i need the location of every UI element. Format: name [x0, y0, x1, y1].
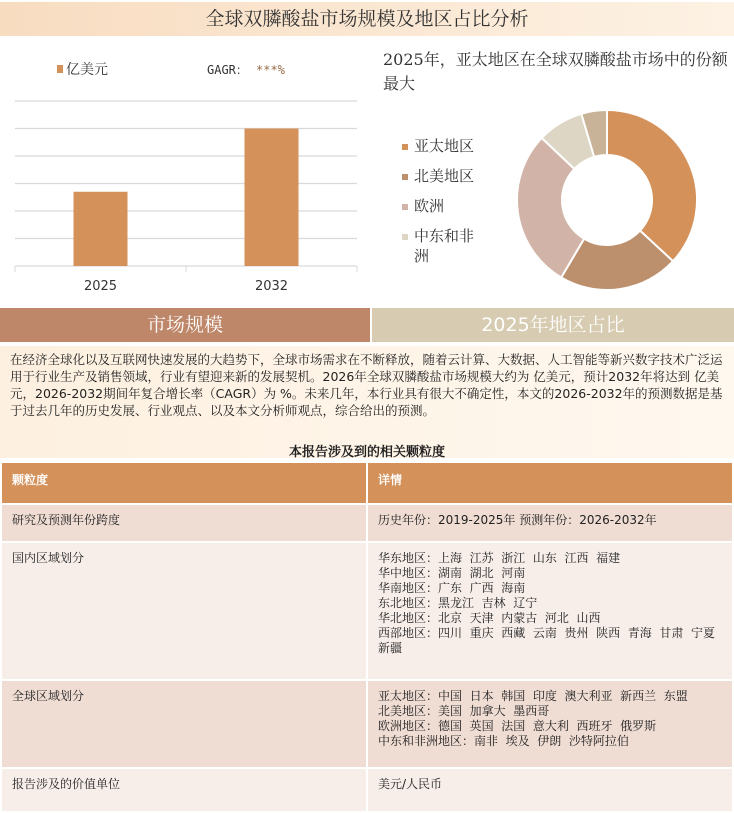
bar-2025 [74, 192, 128, 266]
row-detail [367, 542, 733, 680]
intro-text: 在经济全球化以及互联网快速发展的大趋势下，全球市场需求在不断释放，随着云计算、大数据、人工智能等新兴数字技术广泛运用于行业生产及销售领域，行业有望迎来新的发展契机。2026年全球双膦酸盐市场规模大约为 亿美元，预计2032年将达到 亿美元，2026-2032期间年复合增长率（CAGR）为 %。未来几年，本行业具有很大不确定性，本文的2026-2032年的预测数据是基于过去几年的历史发展、行业观点、以及本文分析师观点，综合给出的预测。 [0, 346, 734, 458]
table-row [1, 768, 733, 812]
section-region-share: 2025年地区占比 [372, 308, 734, 342]
legend-item [402, 136, 482, 156]
detail-line: 中东和非洲地区：南非 埃及 伊朗 沙特阿拉伯 [378, 734, 629, 748]
detail-line: 历史年份：2019-2025年 预测年份：2026-2032年 [378, 513, 657, 527]
row-detail [367, 680, 733, 768]
bar-2032 [245, 129, 299, 267]
legend-item [402, 166, 482, 186]
row-label: 国内区域划分 [1, 542, 367, 680]
legend-label: 北美地区 [414, 167, 475, 185]
pie-title: 2025年，亚太地区在全球双膦酸盐市场中的份额最大 [383, 50, 728, 93]
header-cell: 详情 [367, 462, 733, 504]
table-row [1, 542, 733, 680]
legend-label: 中东和非洲 [414, 227, 475, 265]
legend-item [402, 226, 482, 266]
detail-line: 北美地区：美国 加拿大 墨西哥 [378, 704, 550, 718]
granularity-table [0, 461, 734, 813]
row-detail [367, 504, 733, 542]
legend-swatch [57, 65, 63, 73]
legend-label: 亚太地区 [414, 137, 475, 155]
x-tick-label: 2025 [83, 279, 118, 294]
legend-label: 欧洲 [414, 197, 445, 215]
detail-line: 美元/人民币 [378, 777, 443, 791]
row-label: 全球区域划分 [1, 680, 367, 768]
table-header [1, 462, 733, 504]
bar-chart [0, 40, 370, 305]
cagr-label: GAGR： [207, 63, 248, 77]
detail-line: 华北地区：北京 天津 内蒙古 河北 山西 [378, 611, 601, 625]
legend-swatch [402, 204, 408, 210]
table-title: 本报告涉及到的相关颗粒度 [288, 445, 445, 460]
detail-line: 华南地区：广东 广西 海南 [378, 581, 526, 595]
detail-line: 亚太地区：中国 日本 韩国 印度 澳大利亚 新西兰 东盟 [378, 689, 688, 703]
detail-line: 华东地区：上海 江苏 浙江 山东 江西 福建 [378, 551, 621, 565]
detail-line: 华中地区：湖南 湖北 河南 [378, 566, 526, 580]
donut-slice-亚太地区 [607, 110, 697, 261]
cagr-value: ***% [256, 63, 285, 77]
detail-line: 西部地区：四川 重庆 西藏 云南 贵州 陕西 青海 甘肃 宁夏 新疆 [378, 626, 723, 655]
x-tick-label: 2032 [254, 279, 289, 294]
table-row [1, 504, 733, 542]
donut-chart [500, 100, 715, 300]
page-title: 全球双膦酸盐市场规模及地区占比分析 [0, 2, 734, 36]
legend-swatch [402, 144, 408, 150]
legend-label: 亿美元 [66, 62, 108, 78]
header-cell: 颗粒度 [1, 462, 367, 504]
legend-item [402, 196, 482, 216]
legend-swatch [402, 234, 408, 240]
row-label: 报告涉及的价值单位 [1, 768, 367, 812]
section-market-size: 市场规模 [0, 308, 370, 342]
detail-line: 欧洲地区：德国 英国 法国 意大利 西班牙 俄罗斯 [378, 719, 657, 733]
row-label: 研究及预测年份跨度 [1, 504, 367, 542]
row-detail [367, 768, 733, 812]
detail-line: 东北地区：黑龙江 吉林 辽宁 [378, 596, 538, 610]
pie-legend [402, 136, 482, 276]
table-row [1, 680, 733, 768]
legend-swatch [402, 174, 408, 180]
